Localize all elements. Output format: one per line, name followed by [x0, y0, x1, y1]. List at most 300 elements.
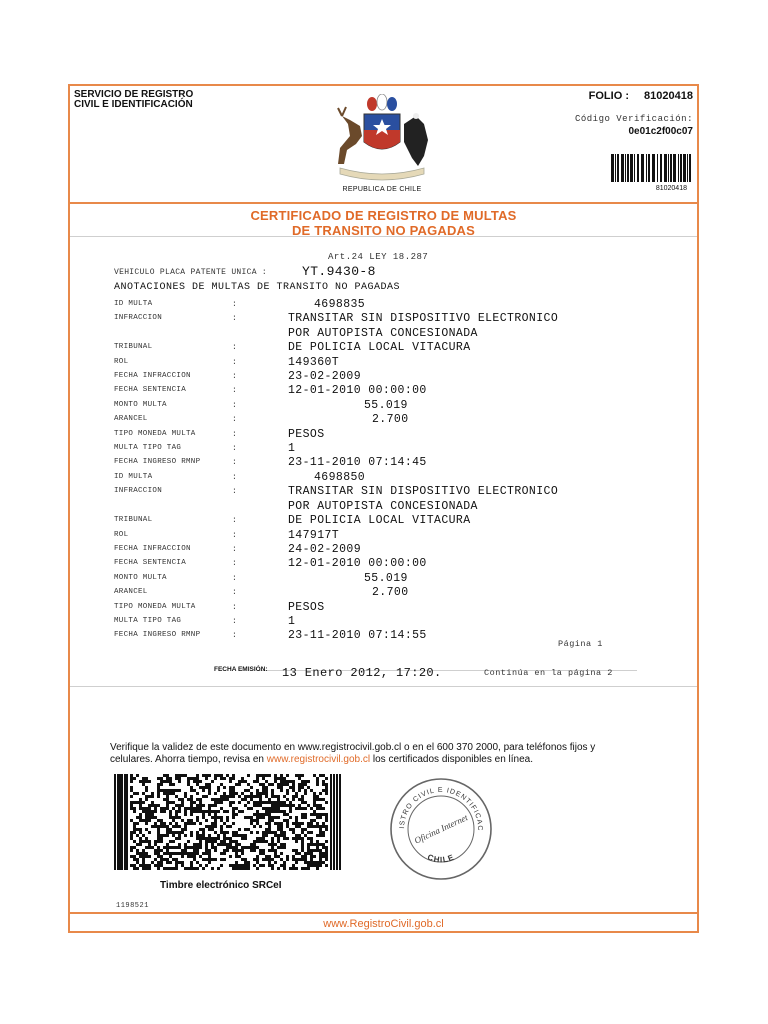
barcode-module [241, 810, 244, 813]
barcode-module [193, 852, 196, 855]
barcode-module [238, 855, 241, 858]
field-label: MONTO MULTA [114, 400, 167, 409]
barcode-module [202, 789, 205, 792]
field-colon: : [232, 314, 237, 324]
barcode-module [322, 783, 325, 786]
barcode-module [295, 819, 298, 822]
barcode-module [304, 852, 307, 855]
barcode-module [247, 867, 250, 870]
barcode-module [196, 816, 199, 819]
barcode-module [223, 837, 226, 840]
barcode-module [274, 852, 277, 855]
barcode-module [322, 843, 325, 846]
barcode-module [259, 798, 262, 801]
barcode-module [274, 807, 277, 810]
barcode-module [292, 789, 295, 792]
barcode-module [247, 774, 250, 777]
barcode-module [181, 849, 184, 852]
barcode-module [316, 807, 319, 810]
barcode-module [190, 777, 193, 780]
field-label: MULTA TIPO TAG [114, 444, 182, 452]
barcode-module [181, 804, 184, 807]
barcode-module [172, 807, 175, 810]
barcode-module [259, 852, 262, 855]
barcode-module [175, 852, 178, 855]
barcode-module [148, 795, 151, 798]
barcode-module [256, 810, 259, 813]
barcode-module [148, 804, 151, 807]
barcode-module [298, 822, 301, 825]
barcode-module [178, 816, 181, 819]
barcode-module [163, 789, 166, 792]
barcode-module [289, 816, 292, 819]
barcode-module [139, 852, 142, 855]
barcode-module [214, 777, 217, 780]
barcode-module [214, 792, 217, 795]
barcode-module [292, 864, 295, 867]
barcode-module [220, 816, 223, 819]
barcode-module [163, 792, 166, 795]
barcode-bar [673, 154, 676, 182]
barcode-module [211, 867, 214, 870]
law-reference: Art.24 LEY 18.287 [328, 252, 429, 262]
field-label: FECHA SENTENCIA [114, 386, 187, 395]
barcode-module [157, 861, 160, 864]
barcode-module [184, 810, 187, 813]
barcode-module [187, 855, 190, 858]
barcode-module [166, 789, 169, 792]
barcode-module [136, 867, 139, 870]
barcode-module [220, 795, 223, 798]
barcode-module [235, 792, 238, 795]
barcode-bar [617, 154, 619, 182]
barcode-module [280, 777, 283, 780]
barcode-module [145, 780, 148, 783]
barcode-module [126, 774, 128, 870]
barcode-module [196, 831, 199, 834]
barcode-module [247, 816, 250, 819]
barcode-module [298, 807, 301, 810]
emission-date: 13 Enero 2012, 17:20. [282, 666, 442, 680]
barcode-module [283, 783, 286, 786]
barcode-module [133, 858, 136, 861]
barcode-module [238, 795, 241, 798]
barcode-module [319, 843, 322, 846]
barcode-module [130, 807, 133, 810]
barcode-module [139, 831, 142, 834]
field-value: PESOS [288, 600, 325, 614]
document-code: 1198521 [116, 902, 149, 910]
title-divider [70, 236, 697, 237]
barcode-module [298, 837, 301, 840]
seal-bottom-text: CHILE [426, 852, 456, 865]
barcode-module [172, 825, 175, 828]
barcode-module [172, 852, 175, 855]
barcode-module [322, 861, 325, 864]
barcode-module [265, 834, 268, 837]
barcode-module [316, 849, 319, 852]
barcode-module [277, 810, 280, 813]
barcode-module [244, 846, 247, 849]
barcode-module [199, 834, 202, 837]
seal-mid-text: Oficina Internet [412, 812, 470, 846]
barcode-module [175, 822, 178, 825]
barcode-module [280, 789, 283, 792]
barcode-module [232, 777, 235, 780]
barcode-module [232, 795, 235, 798]
barcode-module [130, 819, 133, 822]
barcode-module [208, 774, 211, 777]
barcode-module [157, 792, 160, 795]
barcode-module [229, 777, 232, 780]
barcode-module [235, 843, 238, 846]
barcode-module [196, 837, 199, 840]
barcode-module [166, 846, 169, 849]
barcode-module [265, 810, 268, 813]
footer-url[interactable]: www.RegistroCivil.gob.cl [323, 918, 444, 930]
barcode-module [271, 867, 274, 870]
barcode-module [256, 858, 259, 861]
barcode-module [208, 837, 211, 840]
barcode-module [199, 840, 202, 843]
barcode-module [319, 774, 322, 777]
barcode-module [133, 831, 136, 834]
barcode-module [253, 864, 256, 867]
barcode-module [193, 810, 196, 813]
barcode-module [133, 801, 136, 804]
folio-value: 81020418 [644, 90, 693, 102]
barcode-module [235, 846, 238, 849]
field-label: TRIBUNAL [114, 343, 153, 352]
barcode-module [286, 819, 289, 822]
barcode-module [280, 864, 283, 867]
barcode-module [178, 789, 181, 792]
field-value: 24-02-2009 [288, 543, 362, 556]
barcode-module [325, 777, 328, 780]
barcode-module [187, 807, 190, 810]
field-label: ID MULTA [114, 300, 153, 308]
barcode-module [244, 867, 247, 870]
barcode-module [271, 801, 274, 804]
barcode-module [253, 840, 256, 843]
barcode-module [217, 801, 220, 804]
title-line-1: CERTIFICADO DE REGISTRO DE MULTAS [250, 208, 517, 223]
barcode-module [259, 837, 262, 840]
barcode-module [292, 804, 295, 807]
barcode-module [133, 828, 136, 831]
barcode-module [310, 840, 313, 843]
barcode-module [124, 774, 126, 870]
barcode-module [274, 855, 277, 858]
barcode-module [286, 804, 289, 807]
barcode-module [283, 831, 286, 834]
barcode-module [187, 783, 190, 786]
barcode-module [223, 777, 226, 780]
barcode-module [319, 852, 322, 855]
barcode-module [181, 798, 184, 801]
barcode-module [298, 783, 301, 786]
barcode-module [277, 816, 280, 819]
barcode-module [268, 819, 271, 822]
verification-note [110, 742, 690, 766]
barcode-module [175, 846, 178, 849]
barcode-module [145, 816, 148, 819]
barcode-module [295, 774, 298, 777]
barcode-module [244, 780, 247, 783]
barcode-module [262, 864, 265, 867]
barcode-module [114, 774, 116, 870]
barcode-module [286, 798, 289, 801]
barcode-module [247, 846, 250, 849]
barcode-module [214, 825, 217, 828]
barcode-module [190, 804, 193, 807]
barcode-module [283, 819, 286, 822]
barcode-module [214, 840, 217, 843]
barcode-module [310, 864, 313, 867]
barcode-module [226, 825, 229, 828]
barcode-module [235, 783, 238, 786]
barcode-module [277, 834, 280, 837]
barcode-module [262, 783, 265, 786]
barcode-module [190, 813, 193, 816]
annotations-heading: ANOTACIONES DE MULTAS DE TRANSITO NO PAGADAS [114, 282, 401, 293]
barcode-module [268, 831, 271, 834]
barcode-module [214, 819, 217, 822]
barcode-module [196, 834, 199, 837]
barcode-module [175, 861, 178, 864]
barcode-module [268, 864, 271, 867]
barcode-module [274, 843, 277, 846]
barcode-module [157, 777, 160, 780]
verify-text: celulares. Ahorra tiempo, revisa en [110, 754, 267, 765]
barcode-module [310, 813, 313, 816]
barcode-module [322, 855, 325, 858]
barcode-module [241, 777, 244, 780]
barcode-module [220, 828, 223, 831]
barcode-module [157, 825, 160, 828]
barcode-module [178, 774, 181, 777]
barcode-bar [637, 154, 639, 182]
barcode-module [256, 789, 259, 792]
barcode-module [283, 843, 286, 846]
barcode-module [301, 801, 304, 804]
barcode-module [271, 837, 274, 840]
barcode-module [298, 852, 301, 855]
barcode-module [130, 789, 133, 792]
barcode-module [187, 846, 190, 849]
barcode-module [274, 831, 277, 834]
barcode-module [310, 825, 313, 828]
barcode-module [325, 786, 328, 789]
barcode-module [313, 843, 316, 846]
barcode-module [163, 807, 166, 810]
barcode-module [265, 786, 268, 789]
barcode-bar [611, 154, 614, 182]
barcode-module [220, 801, 223, 804]
barcode-module [301, 798, 304, 801]
barcode-module [310, 789, 313, 792]
barcode-module [262, 837, 265, 840]
barcode-module [148, 840, 151, 843]
barcode-module [196, 867, 199, 870]
barcode-module [271, 783, 274, 786]
barcode-module [265, 858, 268, 861]
barcode-module [295, 807, 298, 810]
barcode-module [202, 804, 205, 807]
page-number: Página 1 [558, 639, 603, 649]
barcode-module [295, 792, 298, 795]
barcode-module [133, 807, 136, 810]
barcode-module [313, 774, 316, 777]
barcode-module [205, 795, 208, 798]
field-label: MULTA TIPO TAG [114, 617, 182, 625]
barcode-module [142, 864, 145, 867]
barcode-module [148, 807, 151, 810]
barcode-module [202, 813, 205, 816]
barcode-module [175, 774, 178, 777]
barcode-module [157, 849, 160, 852]
barcode-module [307, 831, 310, 834]
barcode-module [244, 795, 247, 798]
barcode-module [241, 852, 244, 855]
barcode-module [190, 867, 193, 870]
barcode-module [235, 831, 238, 834]
barcode-module [130, 831, 133, 834]
barcode-bar [664, 154, 667, 182]
barcode-module [217, 786, 220, 789]
barcode-module [271, 831, 274, 834]
barcode-module [280, 825, 283, 828]
barcode-module [229, 855, 232, 858]
barcode-bar [625, 154, 626, 182]
barcode-module [136, 828, 139, 831]
barcode-module [232, 813, 235, 816]
barcode-module [322, 831, 325, 834]
field-colon: : [232, 530, 237, 540]
barcode-module [175, 810, 178, 813]
barcode-module [238, 843, 241, 846]
barcode-module [169, 780, 172, 783]
barcode-module [256, 816, 259, 819]
barcode-module [166, 795, 169, 798]
barcode-module [202, 786, 205, 789]
barcode-module [130, 834, 133, 837]
barcode-module [286, 789, 289, 792]
barcode-module [142, 852, 145, 855]
barcode-module [301, 807, 304, 810]
barcode-module [199, 786, 202, 789]
barcode-module [184, 822, 187, 825]
barcode-module [163, 852, 166, 855]
barcode-module [232, 810, 235, 813]
barcode-module [259, 774, 262, 777]
barcode-module [277, 837, 280, 840]
barcode-module [151, 795, 154, 798]
barcode-module [214, 816, 217, 819]
field-colon: : [232, 444, 237, 453]
barcode-module [277, 795, 280, 798]
barcode-module [277, 822, 280, 825]
barcode-module [178, 846, 181, 849]
barcode-module [250, 795, 253, 798]
barcode-module [304, 834, 307, 837]
barcode-module [241, 834, 244, 837]
barcode-module [223, 858, 226, 861]
barcode-module [256, 861, 259, 864]
barcode-module [196, 783, 199, 786]
barcode-module [169, 846, 172, 849]
field-colon: : [232, 617, 237, 626]
barcode-module [145, 777, 148, 780]
barcode-module [130, 864, 133, 867]
barcode-module [259, 804, 262, 807]
registrocivil-link[interactable]: www.registrocivil.gob.cl [266, 754, 371, 765]
field-value: 2.700 [372, 586, 409, 600]
barcode-module [148, 843, 151, 846]
barcode-module [211, 837, 214, 840]
barcode-module [157, 840, 160, 843]
field-value: 2.700 [372, 413, 409, 427]
barcode-module [319, 807, 322, 810]
barcode-module [271, 843, 274, 846]
barcode-module [268, 849, 271, 852]
barcode-module [205, 810, 208, 813]
barcode-module [199, 864, 202, 867]
barcode-module [166, 861, 169, 864]
barcode-module [169, 828, 172, 831]
barcode-module [235, 807, 238, 810]
barcode-module [205, 852, 208, 855]
barcode-module [336, 774, 338, 870]
certificate-frame [68, 84, 699, 933]
barcode-bar [689, 154, 691, 182]
barcode-module [208, 828, 211, 831]
field-value: 4698835 [314, 298, 366, 311]
barcode-module [289, 810, 292, 813]
barcode-module [295, 849, 298, 852]
barcode-module [226, 837, 229, 840]
barcode-module [151, 825, 154, 828]
barcode-module [313, 798, 316, 801]
barcode-module [208, 786, 211, 789]
barcode-module [130, 801, 133, 804]
barcode-module [298, 825, 301, 828]
barcode-module [184, 834, 187, 837]
barcode-module [196, 846, 199, 849]
barcode-module [172, 819, 175, 822]
barcode-module [119, 774, 121, 870]
barcode-module [196, 777, 199, 780]
barcode-module [307, 786, 310, 789]
barcode-module [304, 828, 307, 831]
barcode-module [199, 810, 202, 813]
barcode-module [283, 804, 286, 807]
barcode-module [325, 828, 328, 831]
barcode-module [322, 834, 325, 837]
barcode-module [238, 834, 241, 837]
barcode-module [265, 855, 268, 858]
barcode-module [307, 849, 310, 852]
barcode-module [307, 867, 310, 870]
barcode-module [157, 819, 160, 822]
barcode-module [133, 825, 136, 828]
barcode-module [202, 834, 205, 837]
barcode-module [313, 849, 316, 852]
barcode-module [139, 813, 142, 816]
barcode-module [199, 804, 202, 807]
barcode-module [280, 846, 283, 849]
barcode-module [136, 774, 139, 777]
